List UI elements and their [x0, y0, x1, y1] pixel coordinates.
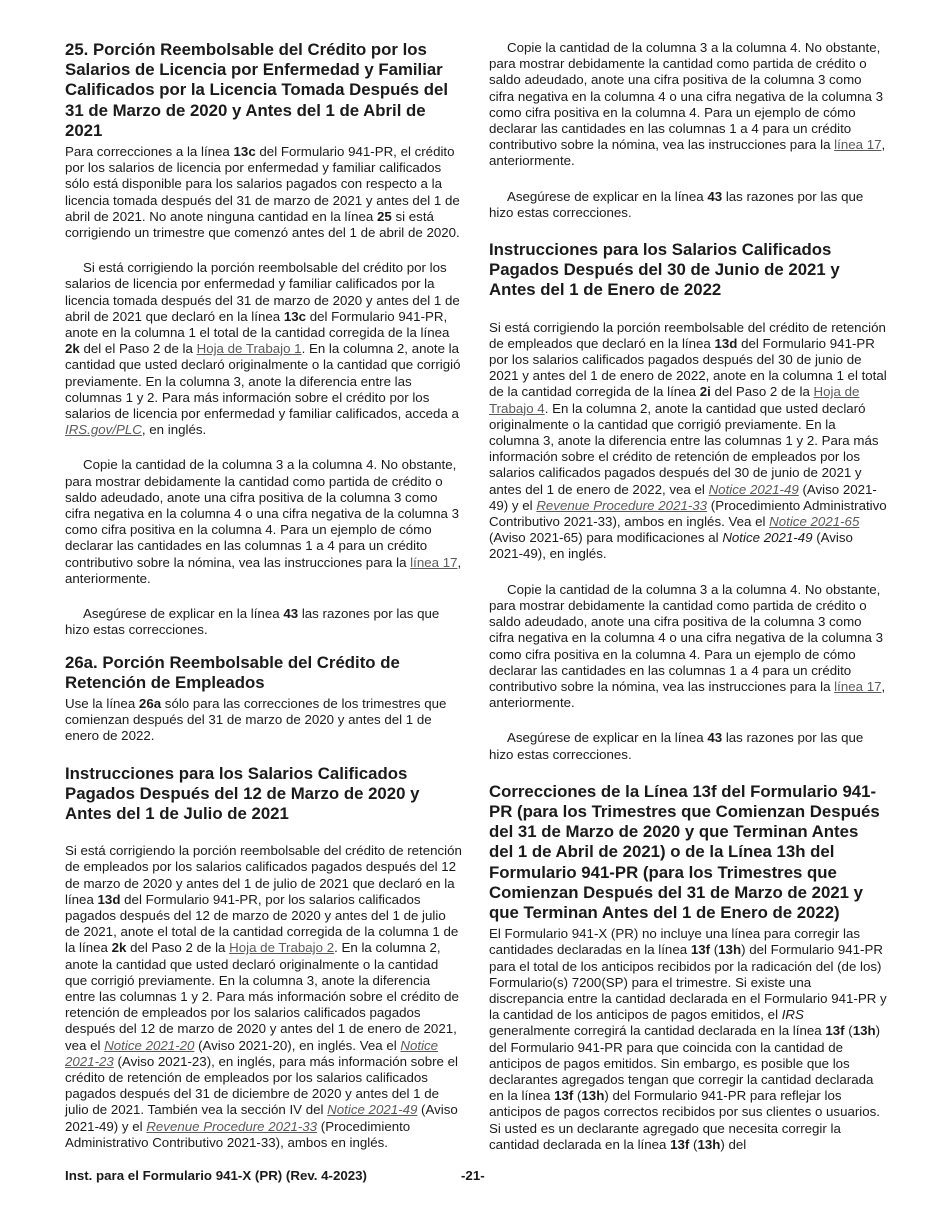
footer-form-title: Inst. para el Formulario 941-X (PR) (Rev. 4-2023)	[65, 1168, 367, 1183]
section-heading-instructions-2021: Instrucciones para los Salarios Calificados Pagados Después del 30 de Junio de 2021 y Antes del 1 de Enero de 2022	[489, 240, 840, 300]
left-column	[65, 40, 463, 1151]
section-heading-25: 25. Porción Reembolsable del Crédito por los Salarios de Licencia por Enfermedad y Familiar Calificados por la Licencia Tomada Después del 31 de Marzo de 2020 y Antes del 1 de Abril de 2021	[65, 40, 448, 140]
page-number: -21-	[461, 1168, 485, 1183]
link-hoja-de-trabajo-2[interactable]: Hoja de Trabajo 2	[229, 940, 335, 956]
link-linea-17[interactable]: línea 17	[410, 554, 458, 570]
paragraph: Si está corrigiendo la porción reembolsable del crédito por los salarios de licencia por enfermedad y familiar calificados por la licencia tomada después del 31 de marzo de 2020 y antes del 1 de abril de 2021 que declaró en la línea 13c del Formulario 941-PR, anote en la columna 1 el total de la cantidad corregida de la línea 2k del el Paso 2 de la Hoja de Trabajo 1. En la columna 2, anote la cantidad que usted declaró originalmente o la cantidad que corrigió previamente. En la columna 3, anote la diferencia entre las columnas 1 y 2. Para más información sobre el crédito por los salarios de licencia por enfermedad y familiar calificados, acceda a IRS.gov/PLC, en inglés.	[65, 260, 461, 438]
paragraph: Si está corrigiendo la porción reembolsable del crédito de retención de empleados por los salarios calificados pagados después del 12 de marzo de 2020 y antes del 1 de julio de 2021 que declaró en la línea 13d del Formulario 941-PR, por los salarios calificados pagados después del 12 de marzo de 2020 y antes del 1 de julio de 2021, anote el total de la cantidad corregida de la columna 1 de la línea 2k del Paso 2 de la Hoja de Trabajo 2. En la columna 2, anote la cantidad que usted declaró originalmente o la cantidad que corrigió previamente. En la columna 3, anote la diferencia entre las columnas 1 y 2. Para más información sobre el crédito de retención de empleados por los salarios calificados pagados después del 12 de marzo de 2020 y antes del 1 de enero de 2021, vea el Notice 2021-20 (Aviso 2021-20), en inglés. Vea el Notice 2021-23 (Aviso 2021-23), en inglés, para más información sobre el crédito de retención de empleados por los salarios calificados pagados después del 31 de diciembre de 2020 y antes del 1 de julio de 2021. También vea la sección IV del Notice 2021-49 (Aviso 2021-49) y el Revenue Procedure 2021-33 (Procedimiento Administrativo Contributivo 2021-33), ambos en inglés.	[65, 843, 462, 1150]
paragraph: Asegúrese de explicar en la línea 43 las razones por las que hizo estas correcciones.	[489, 188, 864, 220]
link-notice-2021-49[interactable]: Notice 2021-49	[708, 481, 799, 497]
paragraph: Copie la cantidad de la columna 3 a la columna 4. No obstante, para mostrar debidamente la cantidad como partida de crédito o saldo adeudado, anote una cifra positiva de la columna 3 como cifra negativa en la columna 4 o una cifra negativa de la columna 3 como cifra positiva en la columna 4. Para un ejemplo de cómo declarar las cantidades en las columnas 1 a 4 para un crédito contributivo sobre la nómina, vea las instrucciones para la línea 17, anteriormente.	[65, 457, 462, 586]
paragraph: El Formulario 941-X (PR) no incluye una línea para corregir las cantidades declaradas en la línea 13f (13h) del Formulario 941-PR para el total de los anticipos recibidos por la radicación del (de los) Formulario(s) 7200(SP) para el trimestre. Si existe una discrepancia entre la cantidad declarada en el Formulario 941-PR y la cantidad de los anticipos de pagos emitidos, el IRS generalmente corregirá la cantidad declarada en la línea 13f (13h) del Formulario 941-PR para que coincida con la cantidad de anticipos de pagos emitidos. Sin embargo, es posible que los declarantes agregados tengan que corregir la cantidad declarada en la línea 13f (13h) del Formulario 941-PR para reflejar los anticipos de pagos correctos recibidos por sus clientes o usuarios. Si usted es un declarante agregado que necesita corregir la cantidad declarada en la línea 13f (13h) del	[489, 926, 887, 1152]
link-hoja-de-trabajo-4[interactable]: Hoja de Trabajo 4	[489, 384, 860, 416]
section-heading-26a: 26a. Porción Reembolsable del Crédito de Retención de Empleados	[65, 652, 400, 692]
right-column	[489, 40, 887, 1153]
paragraph: Si está corrigiendo la porción reembolsable del crédito de retención de empleados que declaró en la línea 13d del Formulario 941-PR por los salarios calificados pagados después del 30 de junio de 2021 y antes del 1 de enero de 2022, anote en la columna 1 el total de la cantidad corregida de la línea 2i del Paso 2 de la Hoja de Trabajo 4. En la columna 2, anote la cantidad que usted declaró originalmente o la cantidad que corrigió previamente. En la columna 3, anote la diferencia entre las columnas 1 y 2. Para más información sobre el crédito de retención de empleados por los salarios calificados pagados después del 30 de junio de 2021 y antes del 1 de enero de 2022, vea el Notice 2021-49 (Aviso 2021-49) y el Revenue Procedure 2021-33 (Procedimiento Administrativo Contributivo 2021-33), ambos en inglés. Vea el Notice 2021-65 (Aviso 2021-65) para modificaciones al Notice 2021-49 (Aviso 2021-49), en inglés.	[489, 319, 887, 562]
link-revenue-procedure-2021-33[interactable]: Revenue Procedure 2021-33	[146, 1118, 318, 1134]
paragraph: Use la línea 26a sólo para las correcciones de los trimestres que comienzan después del 31 de marzo de 2020 y antes del 1 de enero de 2022.	[65, 695, 447, 744]
section-heading-instructions-2020: Instrucciones para los Salarios Calificados Pagados Después del 12 de Marzo de 2020 y Antes del 1 de Julio de 2021	[65, 763, 420, 823]
link-hoja-de-trabajo-1[interactable]: Hoja de Trabajo 1	[196, 341, 302, 357]
paragraph: Asegúrese de explicar en la línea 43 las razones por las que hizo estas correcciones.	[489, 730, 864, 762]
link-revenue-procedure-2021-33[interactable]: Revenue Procedure 2021-33	[536, 497, 708, 513]
paragraph: Copie la cantidad de la columna 3 a la columna 4. No obstante, para mostrar debidamente la cantidad como partida de crédito o saldo adeudado, anote una cifra positiva de la columna 3 como cifra negativa en la columna 4 o una cifra negativa de la columna 3 como cifra positiva en la columna 4. Para un ejemplo de cómo declarar las cantidades en las columnas 1 a 4 para un crédito contributivo sobre la nómina, vea las instrucciones para la línea 17, anteriormente.	[489, 581, 886, 711]
paragraph: Asegúrese de explicar en la línea 43 las razones por las que hizo estas correcciones.	[65, 606, 440, 638]
link-notice-2021-20[interactable]: Notice 2021-20	[104, 1037, 195, 1053]
link-linea-17[interactable]: línea 17	[834, 678, 882, 694]
paragraph: Copie la cantidad de la columna 3 a la columna 4. No obstante, para mostrar debidamente la cantidad como partida de crédito o saldo adeudado, anote una cifra positiva de la columna 3 como cifra negativa en la columna 4 o una cifra negativa de la columna 3 como cifra positiva en la columna 4. Para un ejemplo de cómo declarar las cantidades en las columnas 1 a 4 para un crédito contributivo sobre la nómina, vea las instrucciones para la línea 17, anteriormente.	[489, 40, 886, 169]
link-notice-2021-65[interactable]: Notice 2021-65	[769, 514, 860, 530]
link-linea-17[interactable]: línea 17	[834, 137, 882, 153]
link-notice-2021-23[interactable]: Notice 2021-23	[65, 1037, 439, 1069]
link-notice-2021-49[interactable]: Notice 2021-49	[327, 1102, 418, 1118]
paragraph: Para correcciones a la línea 13c del Formulario 941-PR, el crédito por los salarios de licencia por enfermedad y familiar calificados sólo está disponible para los salarios pagados con respecto a la licencia tomada después del 31 de marzo de 2021 y antes del 1 de abril de 2021. No anote ninguna cantidad en la línea 25 si está corrigiendo un trimestre que comenzó antes del 1 de abril de 2020.	[65, 144, 460, 241]
link-irs-gov-plc[interactable]: IRS.gov/PLC	[65, 422, 142, 438]
section-heading-13f-corrections: Correcciones de la Línea 13f del Formulario 941-PR (para los Trimestres que Comienzan Después del 31 de Marzo de 2020 y que Terminan Antes del 1 de Abril de 2021) o de la Línea 13h del Formulario 941-PR (para los Trimestres que Comienzan Después del 31 de Marzo de 2021 y que Terminan Antes del 1 de Enero de 2022)	[489, 781, 880, 922]
page-footer	[65, 1168, 885, 1188]
